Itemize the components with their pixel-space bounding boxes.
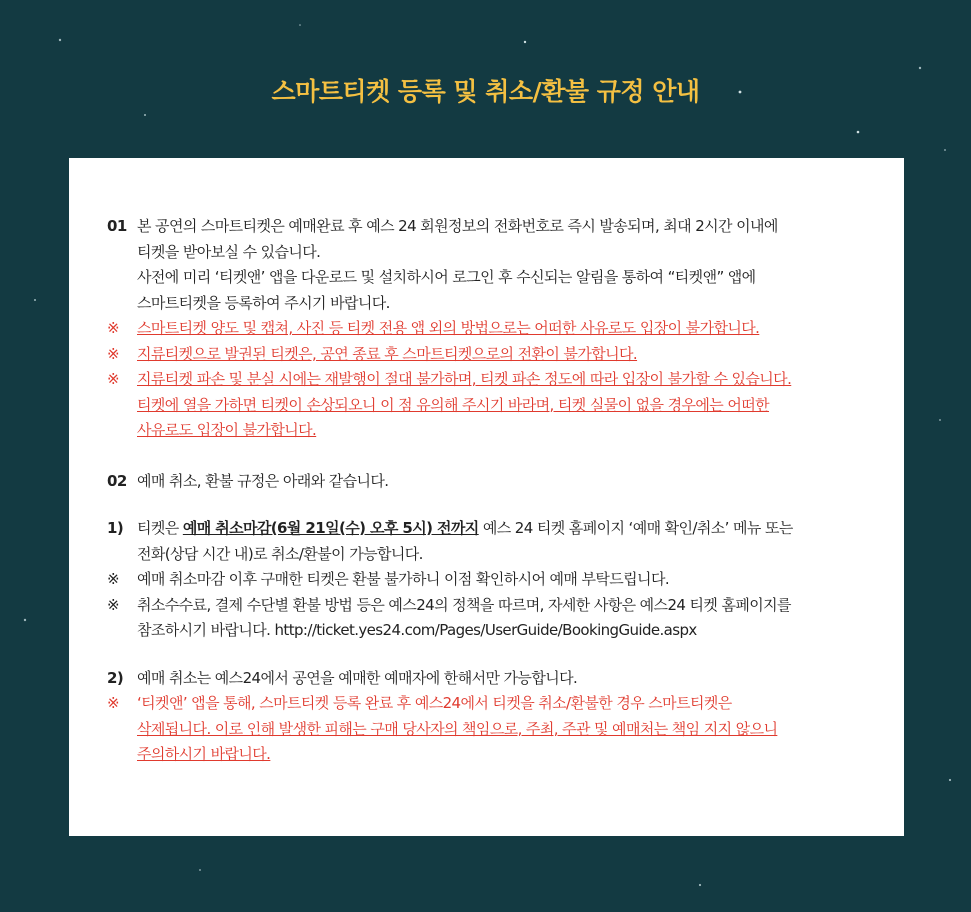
warning-note [107, 691, 887, 768]
booking-guide-url: 참조하시기 바랍니다. http://ticket.yes24.com/Pages/UserGuide/BookingGuide.aspx [137, 621, 697, 639]
item-number: 2) [107, 668, 124, 687]
reference-mark: ※ [107, 344, 119, 363]
warning-note [107, 342, 887, 368]
section-1-line: 스마트티켓을 등록하여 주시기 바랍니다. [137, 293, 390, 312]
warning-line: 티켓에 열을 가하면 티켓이 손상되오니 이 점 유의해 주시기 바라며, 티켓 실물이 없을 경우에는 어떠한 [137, 395, 770, 414]
item-1: 1) 티켓은 예매 취소마감(6월 21일(수) 오후 5시) 전까지 예스 24 티켓 홈페이지 ‘예매 확인/취소’ 메뉴 또는 전화(상담 시간 내)로 취소/환불이 가능합니다. [107, 516, 887, 567]
item-number: 1) [107, 519, 124, 537]
warning-line: ‘티켓앤’ 앱을 통해, 스마트티켓 등록 완료 후 예스24에서 티켓을 취소/환불한 경우 스마트티켓은 [137, 694, 732, 712]
section-1 [107, 214, 887, 316]
reference-mark: ※ [107, 595, 119, 614]
warning-line: 주의하시기 바랍니다. [137, 745, 271, 763]
reference-mark: ※ [107, 694, 119, 712]
warning-line: 지류티켓 파손 및 분실 시에는 재발행이 절대 불가하며, 티켓 파손 정도에 따라 입장이 불가할 수 있습니다. [137, 370, 792, 388]
warning-line: 사유로도 입장이 불가합니다. [137, 421, 317, 439]
warning-line: 스마트티켓 양도 및 캡쳐, 사진 등 티켓 전용 앱 외의 방법으로는 어떠한 사유로도 입장이 불가합니다. [137, 319, 760, 337]
section-number: 01 [107, 217, 127, 235]
section-2-heading: 예매 취소, 환불 규정은 아래와 같습니다. [137, 471, 389, 490]
section-1-line: 사전에 미리 ‘티켓앤’ 앱을 다운로드 및 설치하시어 로그인 후 수신되는 알림을 통하여 “티켓앤” 앱에 [137, 268, 756, 286]
warning-note [107, 316, 887, 342]
notice-content [107, 214, 887, 768]
item-1-note: ※ 취소수수료, 결제 수단별 환불 방법 등은 예스24의 정책을 따르며, 자세한 사항은 예스24 티켓 홈페이지를 참조하시기 바랍니다. http://ticket.yes24.com/Pages/UserGuide/BookingGuide.aspx [107, 593, 887, 644]
reference-mark: ※ [107, 370, 119, 388]
section-number: 02 [107, 471, 127, 490]
section-1-line: 티켓을 받아보실 수 있습니다. [137, 242, 321, 261]
page-title: 스마트티켓 등록 및 취소/환불 규정 안내 [271, 77, 700, 106]
cancel-deadline: 예매 취소마감(6월 21일(수) 오후 5시) 전까지 [182, 519, 479, 537]
warning-note [107, 367, 887, 444]
warning-line: 지류티켓으로 발권된 티켓은, 공연 종료 후 스마트티켓으로의 전환이 불가합니다. [137, 344, 638, 363]
item-1-note: ※ 예매 취소마감 이후 구매한 티켓은 환불 불가하니 이점 확인하시어 예매 부탁드립니다. [107, 567, 887, 593]
section-2 [107, 469, 887, 495]
notice-card [69, 158, 904, 836]
reference-mark: ※ [107, 319, 119, 337]
reference-mark: ※ [107, 570, 119, 588]
item-2: 2) 예매 취소는 예스24에서 공연을 예매한 예매자에 한해서만 가능합니다. [107, 666, 887, 692]
section-1-line: 본 공연의 스마트티켓은 예매완료 후 예스 24 회원정보의 전화번호로 즉시 발송되며, 최대 2시간 이내에 [137, 217, 778, 235]
warning-line: 삭제됩니다. 이로 인해 발생한 피해는 구매 당사자의 책임으로, 주최, 주관 및 예매처는 책임 지지 않으니 [137, 719, 778, 738]
